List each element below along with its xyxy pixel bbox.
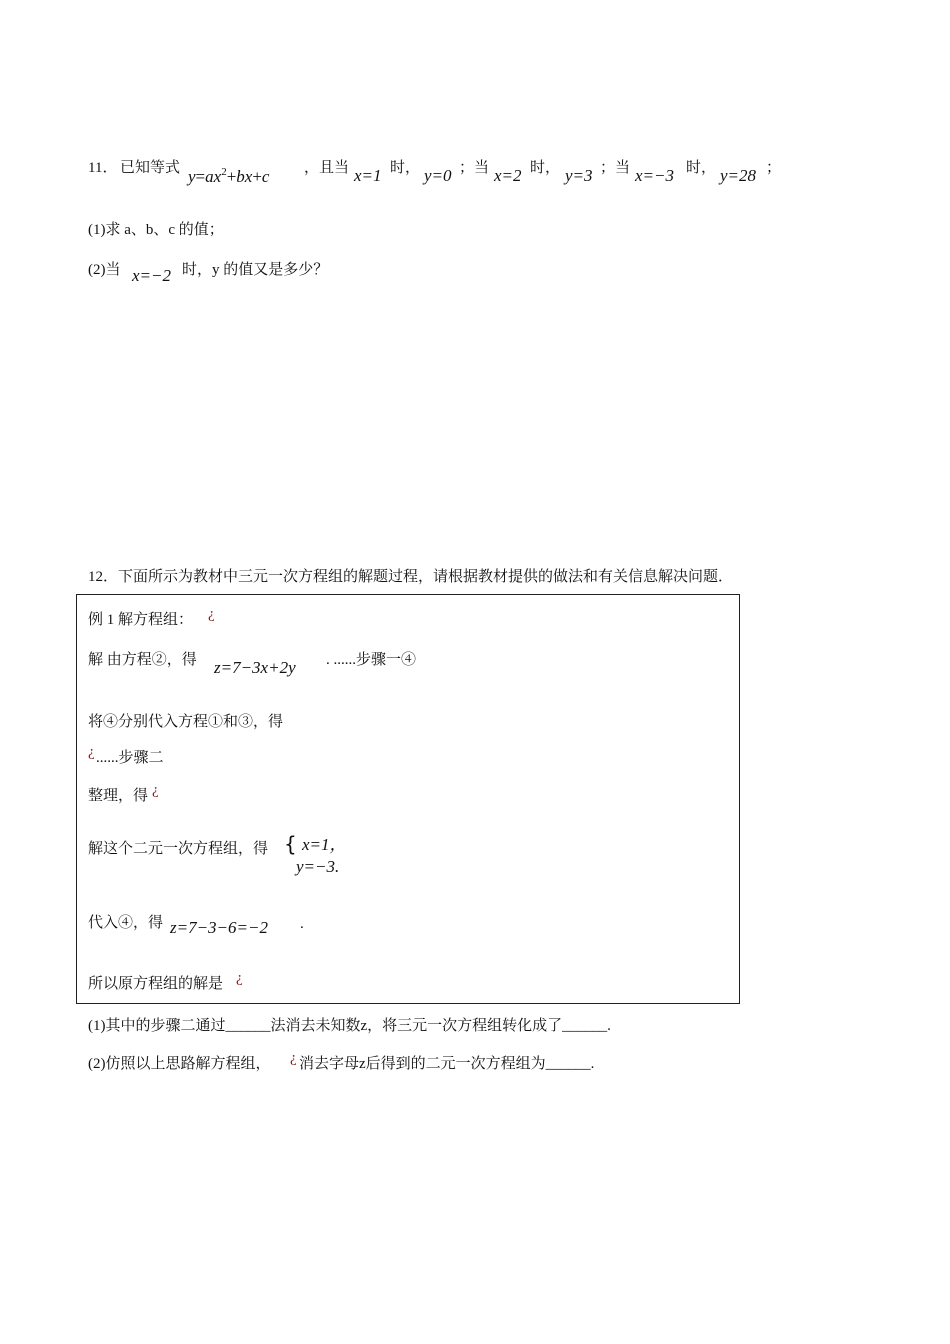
q11-end: ；	[766, 160, 782, 176]
system-brace-icon: {	[284, 832, 297, 856]
q11-cond3: x=−3	[635, 166, 674, 185]
missing-equation-glyph: ¿	[208, 606, 215, 622]
example-step1-math: z=7−3x+2y	[214, 658, 296, 677]
q12-stem: 12．下面所示为教材中三元一次方程组的解题过程，请根据教材提供的做法和有关信息解决问题．	[88, 569, 734, 585]
example-substitute-back: 代入④，得	[88, 915, 164, 931]
q11-val3: y=28	[720, 166, 757, 185]
missing-equation-glyph: ¿	[152, 782, 159, 798]
example-solve-2var: 解这个二元一次方程组，得	[88, 841, 269, 857]
example-substitute: 将④分别代入方程①和③，得	[88, 714, 284, 730]
example-simplify: 整理，得	[88, 788, 149, 804]
example-step2: ......步骤二	[96, 750, 164, 766]
example-step1-post: . ......步骤一④	[326, 652, 417, 668]
example-z-period: .	[300, 916, 304, 932]
q11-cond2: x=2	[494, 166, 522, 185]
missing-equation-glyph: ¿	[236, 970, 243, 986]
q11-intro: 已知等式	[120, 160, 181, 176]
q12-part2-pre: (2)仿照以上思路解方程组，	[88, 1056, 271, 1072]
missing-equation-glyph: ¿	[290, 1050, 297, 1066]
missing-equation-glyph: ¿	[88, 744, 95, 760]
q11-equation: $y=ax^2+bx+c$	[188, 166, 270, 186]
example-z-value: z=7−3−6=−2	[170, 918, 268, 937]
example-title: 例 1 解方程组：	[88, 612, 194, 628]
example-step1-pre: 解 由方程②，得	[88, 652, 197, 668]
example-conclusion: 所以原方程组的解是	[88, 976, 224, 992]
solution-x: x=1，	[302, 835, 347, 854]
q12-part2-post: 消去字母z后得到的二元一次方程组为______.	[299, 1056, 595, 1072]
q11-part2-math: x=−2	[132, 266, 171, 285]
q11-shi1: 时，	[390, 160, 421, 176]
q11-number: 11．	[88, 160, 118, 176]
q11-shi3: 时，	[686, 160, 717, 176]
q11-val2: y=3	[565, 166, 593, 185]
q11-shi2: 时，	[530, 160, 561, 176]
q11-val1: y=0	[424, 166, 452, 185]
solution-y: y=−3.	[296, 857, 340, 876]
q11-sep1: ；当	[459, 160, 490, 176]
q11-part1: (1)求 a、b、c 的值；	[88, 222, 224, 238]
q11-part2-pre: (2)当	[88, 262, 121, 278]
q11-part2-post: 时，y 的值又是多少？	[182, 262, 329, 278]
q12-part1: (1)其中的步骤二通过______法消去未知数z，将三元一次方程组转化成了______.	[88, 1018, 611, 1034]
q11-text-comma1: ，且当	[304, 160, 350, 176]
q11-cond1: x=1	[354, 166, 382, 185]
q11-sep2: ；当	[600, 160, 631, 176]
